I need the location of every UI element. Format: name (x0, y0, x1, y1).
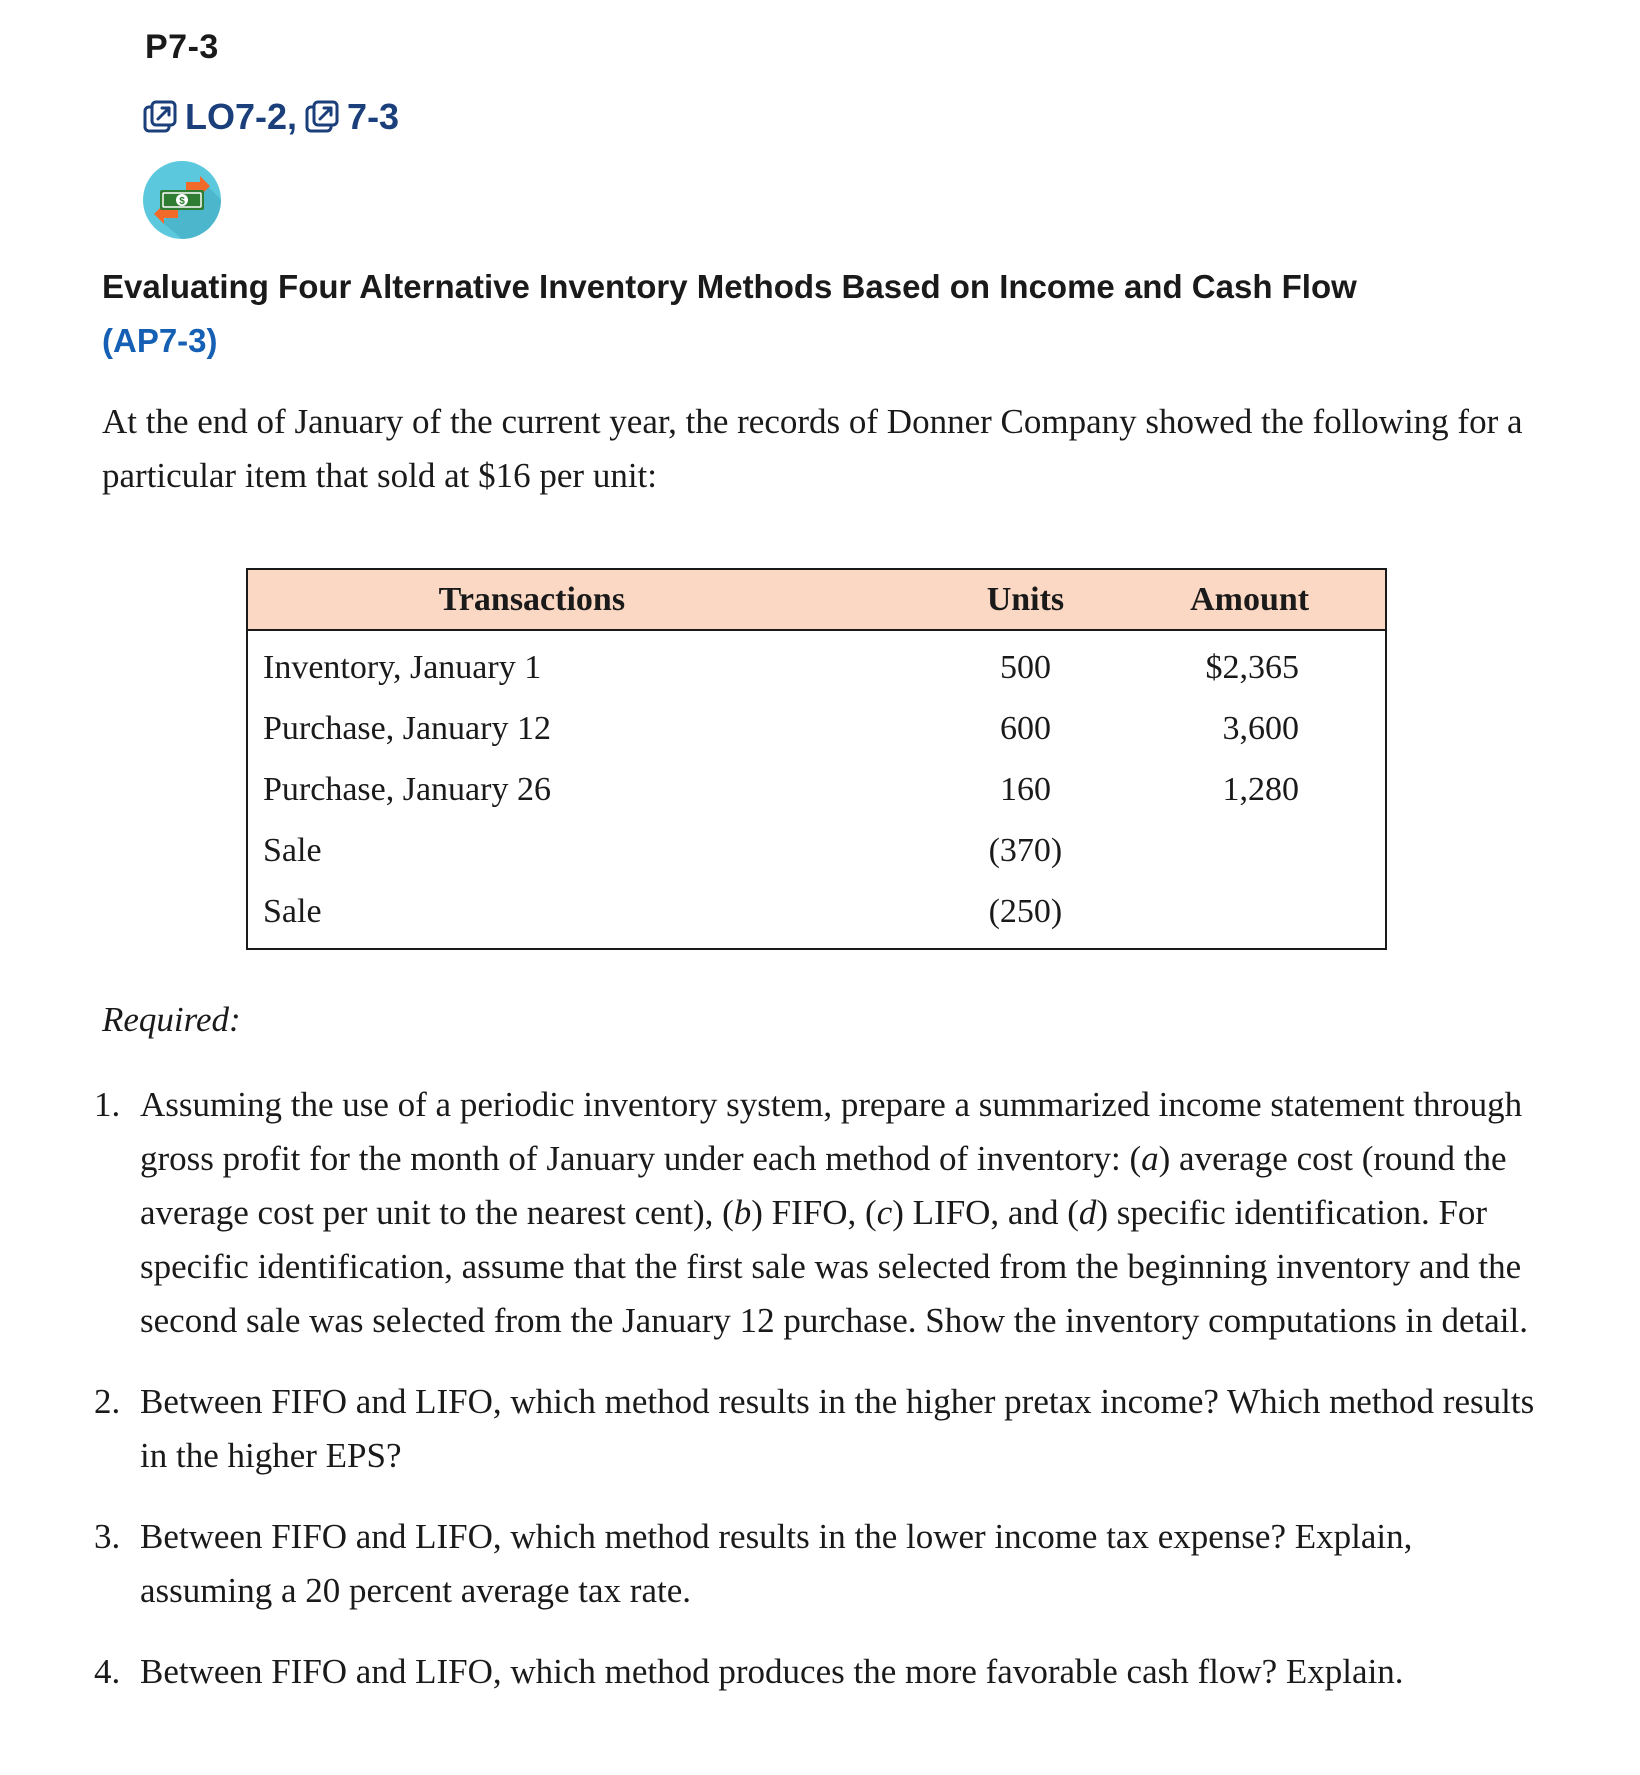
amount-cell: 1,280 (1222, 770, 1299, 808)
item-text: Between FIFO and LIFO, which method results in the lower income tax expense? Explain, assuming a 20 percent average tax rate. (140, 1517, 1413, 1610)
units-cell: 160 (999, 770, 1051, 808)
table-row (247, 759, 1386, 820)
svg-text:$: $ (179, 196, 185, 207)
column-header-transactions: Transactions (247, 569, 901, 630)
intro-paragraph: At the end of January of the current year, the records of Donner Company showed the following for a particular item that sold at $16 per unit: (102, 402, 1523, 495)
table-row (247, 630, 1386, 698)
item-text: Between FIFO and LIFO, which method results in the higher pretax income? Which method results in the higher EPS? (140, 1382, 1535, 1475)
required-item (94, 1078, 1544, 1348)
transaction-cell: Purchase, January 26 (263, 770, 551, 808)
external-link-icon (305, 100, 339, 134)
table-row (247, 698, 1386, 759)
lo-label: LO7-2 (185, 96, 288, 137)
lo-link-lo7-2[interactable] (143, 96, 287, 138)
table-row (247, 881, 1386, 949)
external-link-icon (143, 100, 177, 134)
required-list (94, 1078, 1544, 1699)
table-header-row (247, 569, 1386, 630)
item-text: Between FIFO and LIFO, which method produces the more favorable cash flow? Explain. (140, 1652, 1404, 1691)
transaction-cell: Sale (263, 831, 322, 869)
required-item (94, 1510, 1544, 1618)
transactions-table (246, 568, 1387, 950)
required-item (94, 1375, 1544, 1483)
transaction-cell: Inventory, January 1 (263, 648, 542, 686)
item-number: 4. (94, 1652, 121, 1691)
units-cell: (370) (988, 831, 1063, 869)
column-header-units: Units (901, 569, 1150, 630)
units-cell: 600 (999, 709, 1051, 747)
transaction-cell: Sale (263, 892, 322, 930)
transaction-cell: Purchase, January 12 (263, 709, 551, 747)
amount-cell: 3,600 (1222, 709, 1299, 747)
alt-problem-link[interactable]: (AP7-3) (102, 322, 218, 359)
item-number: 1. (94, 1085, 121, 1124)
amount-cell (1150, 881, 1386, 949)
lo-link-7-3[interactable] (305, 96, 399, 138)
learning-objectives (143, 96, 399, 138)
amount-cell: $2,365 (1205, 648, 1299, 686)
units-cell: 500 (999, 648, 1051, 686)
problem-id: P7-3 (145, 28, 219, 66)
amount-cell (1150, 820, 1386, 881)
cash-flow-icon (142, 160, 222, 240)
item-text: Assuming the use of a periodic inventory system, prepare a summarized income statement through gross profit for the month of January under each method of inventory: (a) average cost (round the average cost per unit to the nearest cent), (b) FIFO, (c) LIFO, and (d) specific identification. For specific identification, assume that the first sale was selected from the beginning inventory and the second sale was selected from the January 12 purchase. Show the inventory computations in detail. (140, 1085, 1528, 1340)
column-header-amount: Amount (1150, 569, 1386, 630)
lo-separator: , (287, 96, 298, 137)
item-number: 2. (94, 1382, 121, 1421)
units-cell: (250) (988, 892, 1063, 930)
required-heading: Required: (102, 1000, 241, 1039)
problem-title: Evaluating Four Alternative Inventory Methods Based on Income and Cash Flow (102, 268, 1357, 305)
item-number: 3. (94, 1517, 121, 1556)
required-item (94, 1645, 1544, 1699)
table-row (247, 820, 1386, 881)
lo-label: 7-3 (347, 96, 400, 137)
